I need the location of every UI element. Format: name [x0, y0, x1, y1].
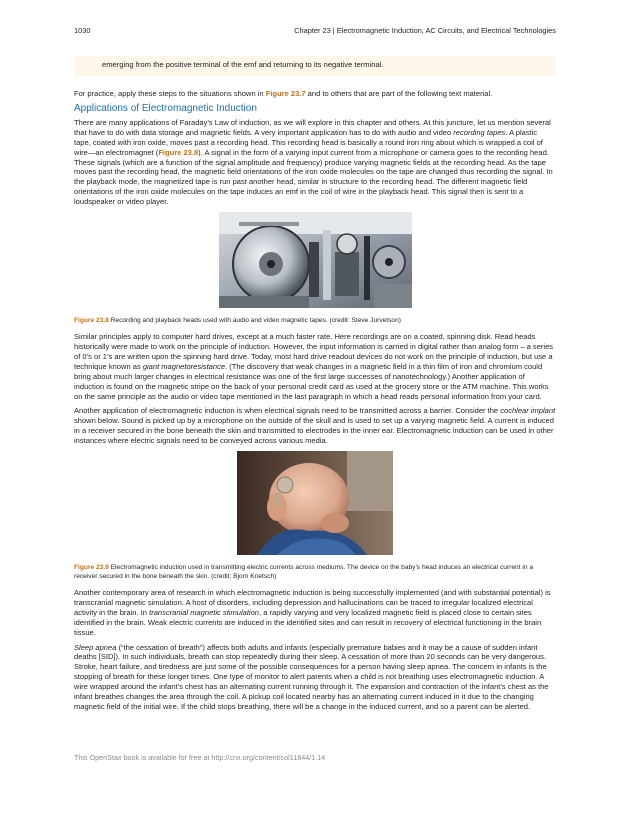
paragraph-transcranial: Another contemporary area of research in which electromagnetic induction is being successfully implemented (and with substantial potential) is transcranial magnetic simulation. A host of disorders, including depression and hallucinations can be traced to irregular localized electrical activity in the brain. In transcranial magnetic stimulation, a rapidly varying and very localized magnetic field is placed close to certain sites identified in the brain. Weak electric currents are induced in the identified sites and can result in recovery of electrical functioning in the brain tissue.	[74, 588, 551, 637]
paragraph-sleep-apnea: Sleep apnea (“the cessation of breath”) affects both adults and infants (especially premature babies and it may be a cause of sudden infant deaths [SID]). In such individuals, breath can stop repeatedly during their sleep. A cessation of more than 20 seconds can be very dangerous. Stroke, heart failure, and tiredness are just some of the possible consequences for a person having sleep apnea. The concern in infants is the stopping of breath for these longer times. One type of monitor to alert parents when a child is not breathing uses electromagnetic induction. A wire wrapped around the infant’s chest has an alternating current running through it. The expansion and contraction of the infant’s chest as the infant breathes changes the area through the coil. A pickup coil located nearby has an alternating current induced in it due to the changing magnetic field of the initial wire. If the child stops breathing, there will be a change in the induced current, and so a parent can be alerted.	[74, 642, 549, 711]
figure-23-8-caption: Figure 23.8 Recording and playback heads used with audio and video magnetic tapes. (credit: Steve Jurvetson)	[74, 317, 401, 325]
baby-implant-image	[237, 451, 393, 555]
figure-link[interactable]: Figure 23.7	[265, 89, 306, 98]
page-footer: This OpenStax book is available for free at http://cnx.org/content/col11844/1.14	[74, 753, 326, 762]
paragraph-cochlear-implant: Another application of electromagnetic induction is when electrical signals need to be transmitted across a barrier. Consider the cochlear implant shown below. Sound is picked up by a microphone on the outside of the skull and is used to set up a varying magnetic field. A current is induced in a receiver secured in the bone beneath the skin and transmitted to electrodes in the inner ear. Electromagnetic induction can be used in other instances where electric signals need to be conveyed across various media.	[74, 406, 556, 446]
note-text: emerging from the positive terminal of the emf and returning to its negative terminal.	[102, 60, 384, 69]
note-box	[74, 56, 556, 76]
figure-label: Figure 23.9	[74, 564, 109, 572]
tape-heads-image	[219, 212, 412, 308]
paragraph-hard-drives: Similar principles apply to computer hard drives, except at a much faster rate. Here recordings are on a coated, spinning disk. Read heads historically were made to work on the principle of induction. However, the input information is carried in digital rather than analog form – a series of 0’s or 1’s are written upon the spinning hard drive. Today, most hard drive readout devices do not work on the principle of induction, but use a technique known as giant magnetoresistance. (The discovery that weak changes in a magnetic field in a thin film of iron and chromium could bring about much larger changes in electrical resistance was one of the first large successes of nanotechnology.) Another application of induction is found on the magnetic stripe on the back of your personal credit card as used at the grocery store or the ATM machine. This works on the same principle as the audio or video tape mentioned in the last paragraph in which a head reads personal information from your card.	[74, 332, 554, 401]
chapter-title: Chapter 23 | Electromagnetic Induction, AC Circuits, and Electrical Technologies	[294, 26, 556, 35]
paragraph-recording-tapes: There are many applications of Faraday’s Law of induction, as we will explore in this chapter and others. At this juncture, let us mention several that have to do with data storage and magnetic fields. A very important application has to do with audio and video recording tapes. A plastic tape, coated with iron oxide, moves past a recording head. This recording head is basically a round iron ring about which is wrapped a coil of wire—an electromagnet (Figure 23.8). A signal in the form of a varying input current from a microphone or camera goes to the recording head. These signals (which are a function of the signal amplitude and frequency) produce varying magnetic fields at the recording head. As the tape moves past the recording head, the magnetic field orientations of the iron oxide molecules on the tape are changed thus recording the signal. In the playback mode, the magnetized tape is run past another head, similar in structure to the recording head. The different magnetic field orientations of the iron oxide molecules on the tape induces an emf in the coil of wire in the playback head. This signal then is sent to a loudspeaker or video player.	[74, 117, 553, 207]
figure-label: Figure 23.8	[74, 317, 109, 325]
figure-23-8	[74, 212, 556, 313]
section-heading: Applications of Electromagnetic Induction	[74, 102, 257, 114]
figure-link[interactable]: Figure 23.8	[158, 147, 199, 157]
main-content	[74, 56, 556, 717]
figure-23-9-caption: Figure 23.9 Electromagnetic induction used in transmitting electric currents across mediums. The device on the baby’s head induces an electrical current in a receiver secured in the bone beneath the skin. (credit: Bjorn Knetsch)	[74, 564, 533, 581]
practice-paragraph: For practice, apply these steps to the situations shown in Figure 23.7 and to others that are part of the following text material.	[74, 89, 493, 98]
page-number: 1030	[74, 26, 91, 35]
page-header	[74, 25, 556, 37]
baby-implant-photo	[237, 451, 393, 555]
figure-23-9	[74, 451, 556, 560]
tape-heads-photo	[219, 212, 412, 308]
